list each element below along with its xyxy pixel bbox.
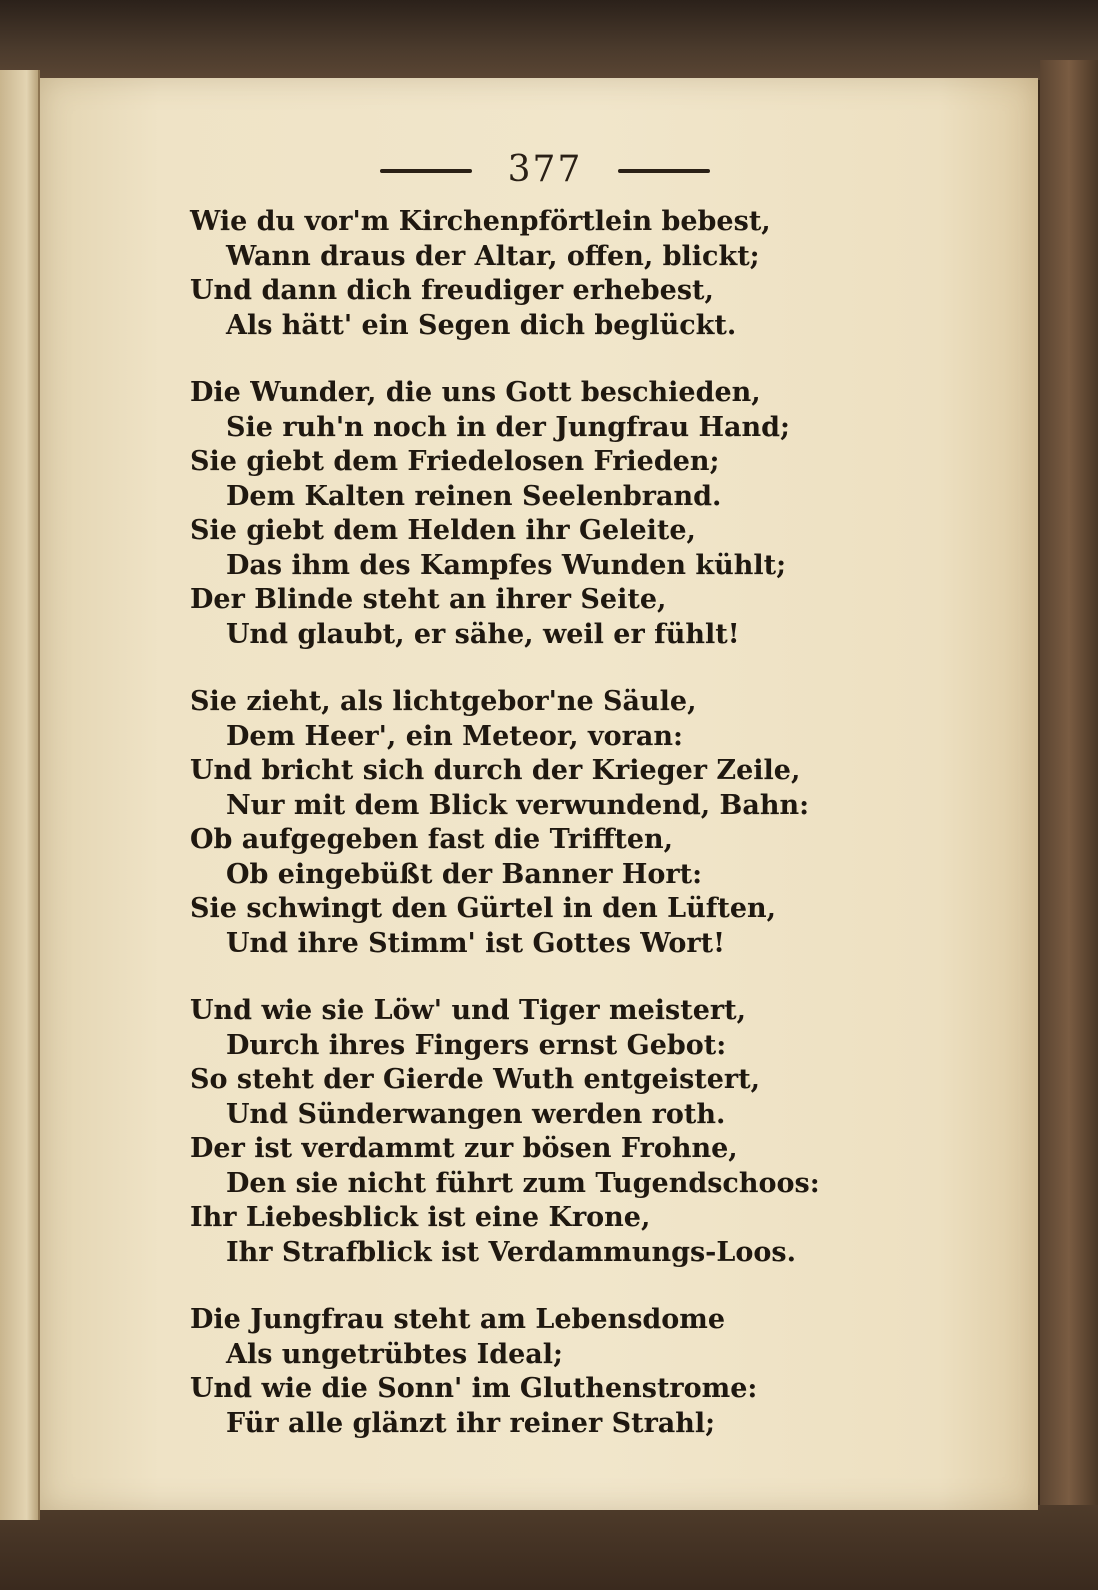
page-header [380, 145, 710, 195]
verse-line: Den sie nicht führt zum Tugendschoos: [226, 1167, 820, 1199]
verse-line: Die Wunder, die uns Gott beschieden, [190, 377, 761, 408]
verse-line: Der Blinde steht an ihrer Seite, [190, 584, 667, 615]
verse-line: Ihr Strafblick ist Verdammungs-Loos. [226, 1236, 796, 1268]
verse-line: Der ist verdammt zur bösen Frohne, [190, 1133, 738, 1164]
book-cover-right [1040, 60, 1098, 1530]
verse-line: Und glaubt, er sähe, weil er fühlt! [226, 618, 740, 650]
verse-line: Und wie die Sonn' im Gluthenstrome: [190, 1373, 758, 1404]
left-page-edge [0, 70, 40, 1520]
header-rule-right [618, 169, 710, 173]
verse-line: Als hätt' ein Segen dich beglückt. [226, 309, 737, 341]
verse-line: Nur mit dem Blick verwundend, Bahn: [226, 789, 810, 821]
verse-line: Sie giebt dem Helden ihr Geleite, [190, 515, 696, 546]
verse-line: Wann draus der Altar, offen, blickt; [226, 240, 760, 272]
page-number: 377 [507, 149, 583, 190]
verse-line: Und wie sie Löw' und Tiger meistert, [190, 995, 746, 1026]
verse-line: Das ihm des Kampfes Wunden kühlt; [226, 549, 787, 581]
verse-line: So steht der Gierde Wuth entgeistert, [190, 1064, 761, 1095]
verse-line: Ob eingebüßt der Banner Hort: [226, 858, 703, 890]
verse-line: Die Jungfrau steht am Lebensdome [190, 1304, 726, 1335]
verse-line: Wie du vor'm Kirchenpförtlein bebest, [190, 206, 771, 237]
verse-line: Als ungetrübtes Ideal; [226, 1338, 563, 1370]
verse-line: Ihr Liebesblick ist eine Krone, [190, 1202, 651, 1233]
stanza [190, 376, 830, 652]
verse-line: Und bricht sich durch der Krieger Zeile, [190, 755, 801, 786]
book-cover-top [0, 0, 1098, 80]
verse-line: Ob aufgegeben fast die Trifften, [190, 824, 674, 855]
book-cover-bottom [0, 1505, 1098, 1590]
header-rule-left [380, 169, 472, 173]
stanza [190, 205, 830, 343]
verse-line: Sie zieht, als lichtgebor'ne Säule, [190, 686, 697, 717]
verse-line: Sie ruh'n noch in der Jungfrau Hand; [226, 411, 790, 443]
verse-line: Dem Heer', ein Meteor, voran: [226, 720, 683, 752]
verse-line: Und dann dich freudiger erhebest, [190, 275, 714, 306]
verse-line: Und ihre Stimm' ist Gottes Wort! [226, 927, 725, 959]
stanza [190, 1303, 830, 1441]
stanza [190, 685, 830, 961]
stanza [190, 994, 830, 1270]
verse-line: Und Sünderwangen werden roth. [226, 1098, 726, 1130]
verse-line: Dem Kalten reinen Seelenbrand. [226, 480, 722, 512]
verse-line: Für alle glänzt ihr reiner Strahl; [226, 1407, 716, 1439]
verse-line: Sie giebt dem Friedelosen Frieden; [190, 446, 720, 477]
verse-line: Durch ihres Fingers ernst Gebot: [226, 1029, 727, 1061]
verse-line: Sie schwingt den Gürtel in den Lüften, [190, 893, 777, 924]
poem-text [190, 205, 830, 1474]
